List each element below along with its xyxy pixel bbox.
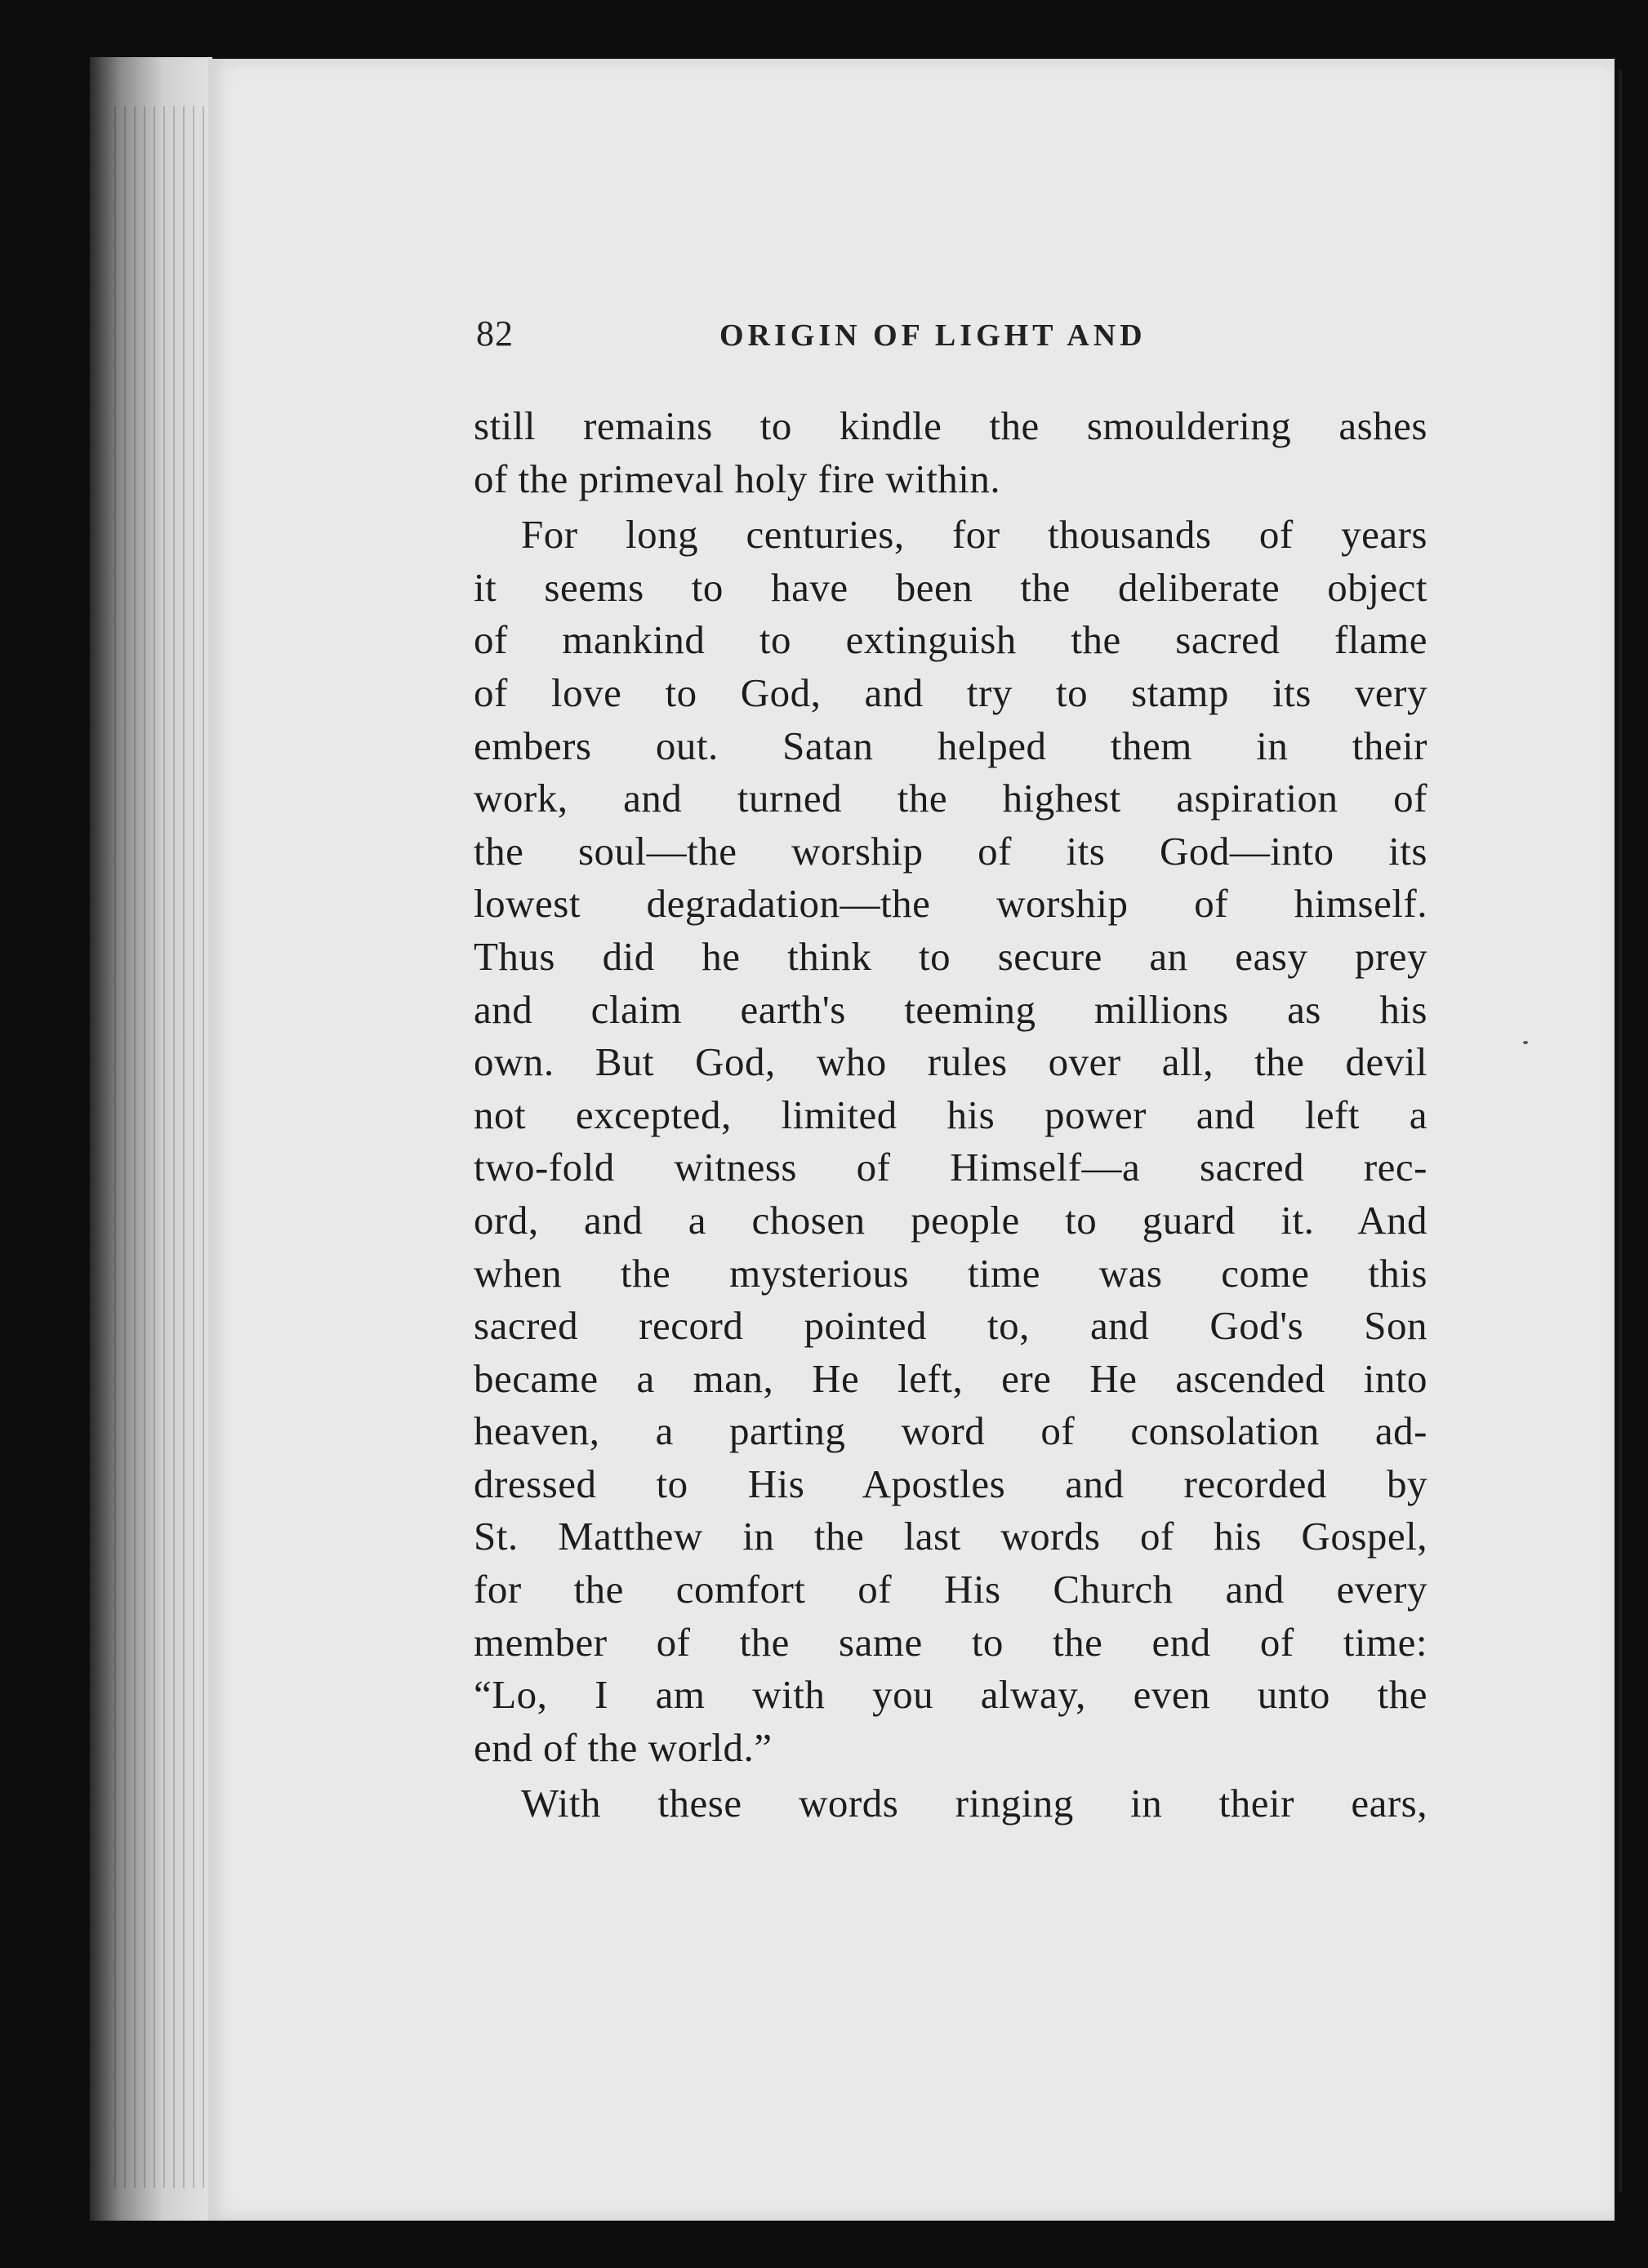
text-line: “Lo, I am with you alway, even unto the	[474, 1672, 1428, 1718]
text-line: not excepted, limited his power and left a	[474, 1092, 1428, 1137]
page-stack-edge	[90, 57, 212, 2221]
text-line: lowest degradation—the worship of himself.	[474, 881, 1428, 927]
text-line: embers out. Satan helped them in their	[474, 723, 1428, 768]
text-line: ord, and a chosen people to guard it. And	[474, 1197, 1428, 1243]
text-line: dressed to His Apostles and recorded by	[474, 1461, 1428, 1506]
text-line: work, and turned the highest aspiration of	[474, 776, 1428, 821]
scan-speck	[1523, 1041, 1528, 1044]
page-header	[476, 313, 1456, 362]
text-line: St. Matthew in the last words of his Gospel,	[474, 1514, 1428, 1559]
text-line: own. But God, who rules over all, the devil	[474, 1039, 1428, 1085]
text-line: of love to God, and try to stamp its very	[474, 669, 1428, 715]
text-line: when the mysterious time was come this	[474, 1250, 1428, 1296]
text-line: heaven, a parting word of consolation ad-	[474, 1408, 1428, 1454]
page-number: 82	[476, 314, 514, 354]
text-line: end of the world.”	[474, 1724, 773, 1770]
text-line: became a man, He left, ere He ascended into	[474, 1355, 1428, 1401]
text-line: it seems to have been the deliberate object	[474, 564, 1428, 610]
text-line: the soul—the worship of its God—into its	[474, 828, 1428, 874]
text-line: For long centuries, for thousands of years	[521, 512, 1428, 558]
text-line: of mankind to extinguish the sacred flame	[474, 617, 1428, 663]
page-edge-lines	[114, 106, 204, 2188]
text-line: for the comfort of His Church and every	[474, 1567, 1428, 1612]
body-text	[474, 400, 1428, 1830]
text-line: two-fold witness of Himself—a sacred rec-	[474, 1145, 1428, 1190]
text-line: member of the same to the end of time:	[474, 1619, 1428, 1665]
gutter-rule	[1619, 69, 1622, 2192]
text-line: and claim earth's teeming millions as his	[474, 986, 1428, 1032]
text-line: With these words ringing in their ears,	[521, 1781, 1428, 1826]
text-line: sacred record pointed to, and God's Son	[474, 1303, 1428, 1349]
text-line: still remains to kindle the smouldering ashes	[474, 403, 1428, 448]
text-line: of the primeval holy fire within.	[474, 456, 1001, 501]
running-head: ORIGIN OF LIGHT AND	[719, 318, 1147, 353]
text-line: Thus did he think to secure an easy prey	[474, 933, 1428, 979]
